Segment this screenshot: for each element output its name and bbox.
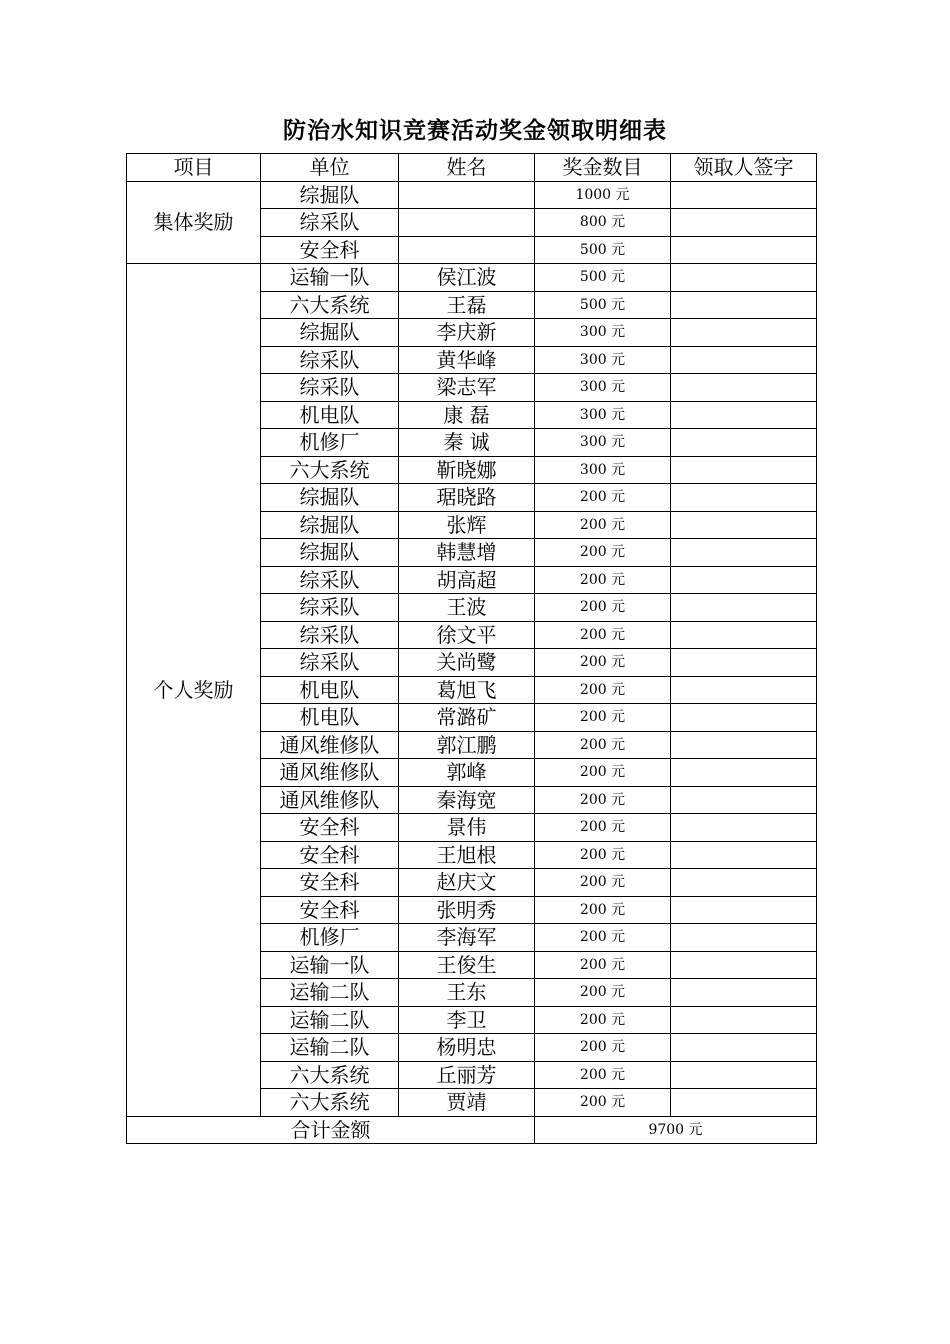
signature-cell	[671, 181, 817, 209]
unit-cell: 安全科	[261, 896, 399, 924]
name-cell: 靳晓娜	[399, 456, 535, 484]
amount-cell: 200 元	[535, 676, 671, 704]
unit-cell: 安全科	[261, 841, 399, 869]
award-table	[126, 153, 817, 1144]
name-cell: 郭峰	[399, 759, 535, 787]
amount-cell: 200 元	[535, 1061, 671, 1089]
amount-cell: 300 元	[535, 429, 671, 457]
category-cell: 集体奖励	[127, 181, 261, 264]
signature-cell	[671, 401, 817, 429]
signature-cell	[671, 951, 817, 979]
amount-cell: 200 元	[535, 1034, 671, 1062]
header-signature: 领取人签字	[671, 154, 817, 182]
signature-cell	[671, 594, 817, 622]
unit-cell: 安全科	[261, 869, 399, 897]
signature-cell	[671, 1061, 817, 1089]
unit-cell: 机电队	[261, 401, 399, 429]
signature-cell	[671, 484, 817, 512]
signature-cell	[671, 786, 817, 814]
signature-cell	[671, 209, 817, 237]
signature-cell	[671, 649, 817, 677]
name-cell: 常潞矿	[399, 704, 535, 732]
unit-cell: 机修厂	[261, 429, 399, 457]
name-cell: 关尚鹭	[399, 649, 535, 677]
amount-cell: 300 元	[535, 374, 671, 402]
header-name: 姓名	[399, 154, 535, 182]
name-cell	[399, 236, 535, 264]
name-cell: 李卫	[399, 1006, 535, 1034]
total-row	[127, 1116, 817, 1144]
amount-cell: 500 元	[535, 291, 671, 319]
unit-cell: 综掘队	[261, 181, 399, 209]
signature-cell	[671, 731, 817, 759]
name-cell: 李庆新	[399, 319, 535, 347]
total-label: 合计金额	[127, 1116, 535, 1144]
name-cell: 王波	[399, 594, 535, 622]
signature-cell	[671, 814, 817, 842]
signature-cell	[671, 264, 817, 292]
name-cell: 丘丽芳	[399, 1061, 535, 1089]
amount-cell: 200 元	[535, 841, 671, 869]
unit-cell: 机电队	[261, 704, 399, 732]
name-cell: 梁志军	[399, 374, 535, 402]
name-cell: 贾靖	[399, 1089, 535, 1117]
signature-cell	[671, 1006, 817, 1034]
unit-cell: 综采队	[261, 209, 399, 237]
signature-cell	[671, 924, 817, 952]
amount-cell: 200 元	[535, 924, 671, 952]
amount-cell: 200 元	[535, 731, 671, 759]
header-amount: 奖金数目	[535, 154, 671, 182]
signature-cell	[671, 456, 817, 484]
name-cell: 琚晓路	[399, 484, 535, 512]
amount-cell: 300 元	[535, 401, 671, 429]
name-cell: 王磊	[399, 291, 535, 319]
amount-cell: 200 元	[535, 621, 671, 649]
name-cell: 秦 诚	[399, 429, 535, 457]
name-cell: 李海军	[399, 924, 535, 952]
signature-cell	[671, 291, 817, 319]
unit-cell: 综采队	[261, 649, 399, 677]
signature-cell	[671, 566, 817, 594]
unit-cell: 综采队	[261, 374, 399, 402]
unit-cell: 综掘队	[261, 484, 399, 512]
unit-cell: 安全科	[261, 236, 399, 264]
unit-cell: 六大系统	[261, 291, 399, 319]
signature-cell	[671, 979, 817, 1007]
amount-cell: 200 元	[535, 951, 671, 979]
unit-cell: 机修厂	[261, 924, 399, 952]
amount-cell: 200 元	[535, 979, 671, 1007]
signature-cell	[671, 236, 817, 264]
unit-cell: 综掘队	[261, 319, 399, 347]
amount-cell: 300 元	[535, 346, 671, 374]
unit-cell: 六大系统	[261, 1089, 399, 1117]
amount-cell: 300 元	[535, 319, 671, 347]
name-cell: 康 磊	[399, 401, 535, 429]
amount-cell: 200 元	[535, 814, 671, 842]
amount-cell: 200 元	[535, 1089, 671, 1117]
name-cell: 葛旭飞	[399, 676, 535, 704]
table-row	[127, 181, 817, 209]
amount-cell: 200 元	[535, 484, 671, 512]
signature-cell	[671, 869, 817, 897]
amount-cell: 500 元	[535, 264, 671, 292]
signature-cell	[671, 1034, 817, 1062]
name-cell: 侯江波	[399, 264, 535, 292]
signature-cell	[671, 676, 817, 704]
signature-cell	[671, 704, 817, 732]
name-cell: 景伟	[399, 814, 535, 842]
amount-cell: 200 元	[535, 649, 671, 677]
unit-cell: 六大系统	[261, 1061, 399, 1089]
signature-cell	[671, 319, 817, 347]
unit-cell: 综采队	[261, 594, 399, 622]
name-cell: 杨明忠	[399, 1034, 535, 1062]
signature-cell	[671, 539, 817, 567]
header-category: 项目	[127, 154, 261, 182]
signature-cell	[671, 621, 817, 649]
table-row	[127, 264, 817, 292]
name-cell: 王东	[399, 979, 535, 1007]
unit-cell: 运输二队	[261, 1034, 399, 1062]
name-cell	[399, 181, 535, 209]
amount-cell: 500 元	[535, 236, 671, 264]
name-cell: 赵庆文	[399, 869, 535, 897]
unit-cell: 综采队	[261, 621, 399, 649]
amount-cell: 200 元	[535, 1006, 671, 1034]
amount-cell: 200 元	[535, 869, 671, 897]
amount-cell: 200 元	[535, 786, 671, 814]
signature-cell	[671, 511, 817, 539]
signature-cell	[671, 759, 817, 787]
amount-cell: 300 元	[535, 456, 671, 484]
unit-cell: 机电队	[261, 676, 399, 704]
unit-cell: 运输一队	[261, 264, 399, 292]
unit-cell: 运输一队	[261, 951, 399, 979]
name-cell: 郭江鹏	[399, 731, 535, 759]
name-cell: 黄华峰	[399, 346, 535, 374]
unit-cell: 综采队	[261, 566, 399, 594]
document-title: 防治水知识竞赛活动奖金领取明细表	[283, 117, 667, 144]
unit-cell: 综采队	[261, 346, 399, 374]
amount-cell: 200 元	[535, 539, 671, 567]
name-cell: 张明秀	[399, 896, 535, 924]
unit-cell: 运输二队	[261, 1006, 399, 1034]
name-cell	[399, 209, 535, 237]
unit-cell: 通风维修队	[261, 759, 399, 787]
amount-cell: 200 元	[535, 704, 671, 732]
unit-cell: 安全科	[261, 814, 399, 842]
unit-cell: 综掘队	[261, 539, 399, 567]
unit-cell: 六大系统	[261, 456, 399, 484]
unit-cell: 综掘队	[261, 511, 399, 539]
name-cell: 王俊生	[399, 951, 535, 979]
signature-cell	[671, 896, 817, 924]
amount-cell: 200 元	[535, 594, 671, 622]
signature-cell	[671, 429, 817, 457]
amount-cell: 200 元	[535, 511, 671, 539]
amount-cell: 800 元	[535, 209, 671, 237]
unit-cell: 运输二队	[261, 979, 399, 1007]
category-cell: 个人奖励	[127, 264, 261, 1117]
amount-cell: 200 元	[535, 896, 671, 924]
amount-cell: 1000 元	[535, 181, 671, 209]
table-body	[127, 181, 817, 1116]
signature-cell	[671, 841, 817, 869]
name-cell: 张辉	[399, 511, 535, 539]
total-amount: 9700 元	[535, 1116, 817, 1144]
name-cell: 徐文平	[399, 621, 535, 649]
name-cell: 韩慧增	[399, 539, 535, 567]
amount-cell: 200 元	[535, 566, 671, 594]
name-cell: 王旭根	[399, 841, 535, 869]
amount-cell: 200 元	[535, 759, 671, 787]
name-cell: 胡高超	[399, 566, 535, 594]
name-cell: 秦海宽	[399, 786, 535, 814]
unit-cell: 通风维修队	[261, 731, 399, 759]
signature-cell	[671, 1089, 817, 1117]
signature-cell	[671, 346, 817, 374]
header-unit: 单位	[261, 154, 399, 182]
signature-cell	[671, 374, 817, 402]
unit-cell: 通风维修队	[261, 786, 399, 814]
header-row	[127, 154, 817, 182]
